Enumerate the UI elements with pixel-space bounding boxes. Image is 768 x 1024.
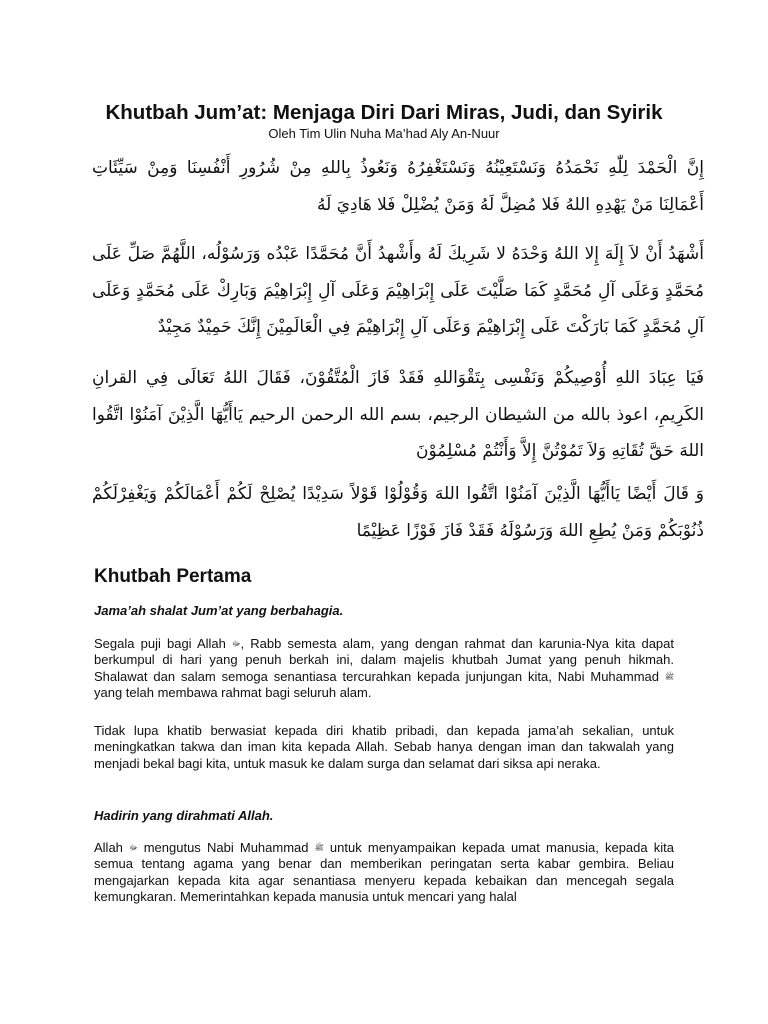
jalla-jalaluhu-icon: ﷻ — [129, 843, 138, 852]
paragraph-1-text-a: Segala puji bagi Allah — [94, 636, 226, 651]
paragraph-1-text-b: , Rabb semesta alam, yang dengan rahmat dan karunia-Nya kita dapat berkumpul di hari yang penuh berkah ini, dalam majelis khutbah Jumat yang penuh hikmah. Shalawat dan salam semoga senantiasa tercurahkan kepada junjungan kita, Nabi Muhammad — [94, 636, 674, 684]
arabic-taqwa-wasiat: فَيَا عِبَادَ اللهِ أُوْصِيكُمْ وَنَفْسِى بِتَقْوَاللهِ فَقَدْ فَازَ الْمُتَّقُوْنَ، فَقَالَ اللهُ تَعَالَى فِي القرانِ الكَرِيمِ، اعوذ بالله من الشيطان الرجيم، بسم الله الرحمن الرحيم يَاأَيُّهَا الَّذِيْنَ آمَنُوْا اتَّقُوا اللهَ حَقَّ تُقَاتِهِ وَلاَ تَمُوْتُنَّ إِلاَّ وَأَنْتُمْ مُسْلِمُوْنَ — [92, 368, 704, 461]
arabic-opening-praise: إِنَّ الْحَمْدَ لِلّٰهِ نَحْمَدُهُ وَنَسْتَعِيْنُهُ وَنَسْتَغْفِرُهُ وَنَعُوذُ بِاللهِ مِنْ شُرُورِ أَنْفُسِنَا وَمِنْ سَيِّئَاتِ أَعْمَالِنَا مَنْ يَهْدِهِ اللهُ فَلا مُضِلَّ لَهُ وَمَنْ يُضْلِلْ فَلا هَادِيَ لَهُ — [92, 158, 704, 215]
arabic-quran-verse: وَ قَالَ أَيْضًا يَاأَيُّهَا الَّذِيْنَ آمَنُوْا اتَّقُوا اللهَ وَقُوْلُوْا قَوْلاً سَدِيْدًا يُصْلِحْ لَكُمْ أَعْمَالَكُمْ وَيَغْفِرْلَكُمْ ذُنُوْبَكُمْ وَمَنْ يُطِعِ اللهَ وَرَسُوْلَهُ فَقَدْ فَازَ فَوْزًا عَظِيْمًا — [92, 484, 704, 541]
arabic-shahada-salawat: أَشْهَدُ أَنْ لاَ إِلَهَ إِلا اللهُ وَحْدَهُ لا شَرِيكَ لَهُ وأَشْهدُ أَنَّ مُحَمَّدًا عَبْدُه وَرَسُوْلُه، اللَّهُمَّ صَلِّ عَلَى مُحَمَّدٍ وَعَلَى آلِ مُحَمَّدٍ كَمَا صَلَّيْتَ عَلَى إِبْرَاهِيْمَ وَعَلَى آلِ إِبْرَاهِيْمَ وَبَارِكْ عَلَى مُحَمَّدٍ وَعَلَى آلِ مُحَمَّدٍ كَمَا بَارَكْتَ عَلَى إِبْرَاهِيْمَ وَعَلَى آلِ إِبْرَاهِيْمَ فِي الْعَالَمِيْنَ إِنَّكَ حَمِيْدٌ مَجِيْدٌ — [92, 244, 704, 337]
document-title: Khutbah Jum’at: Menjaga Diri Dari Miras, Judi, dan Syirik — [105, 101, 663, 124]
paragraph-3-text-a: Allah — [94, 840, 123, 855]
paragraph-3-text-c: untuk menyampaikan kepada umat manusia, kepada kita semua tentang agama yang benar dan memberikan peringatan serta kabar gembira. Beliau mengajarkan kepada kita agar senantiasa menyeru kepada kebaikan dan mencegah segala kemungkaran. Memerintahkan kepada manusia untuk mencari yang halal — [94, 840, 674, 904]
paragraph-2: Tidak lupa khatib berwasiat kepada diri khatib pribadi, dan kepada jama’ah sekalian, untuk meningkatkan takwa dan iman kita kepada Allah. Sebab hanya dengan iman dan takwalah yang menjadi bekal bagi kita, untuk masuk ke dalam surga dan selamat dari siksa api neraka. — [94, 723, 674, 771]
jalla-jalaluhu-icon: ﷻ — [232, 639, 241, 648]
salawat-icon: ﷺ — [314, 843, 324, 852]
paragraph-3-text-b: mengutus Nabi Muhammad — [137, 840, 309, 855]
salawat-icon: ﷺ — [664, 671, 674, 681]
section-heading: Khutbah Pertama — [94, 566, 252, 587]
document-author: Oleh Tim Ulin Nuha Ma’had Aly An-Nuur — [268, 126, 500, 141]
salutation-1: Jama’ah shalat Jum’at yang berbahagia. — [94, 603, 344, 618]
paragraph-3 — [94, 840, 674, 905]
salutation-2: Hadirin yang dirahmati Allah. — [94, 808, 274, 823]
paragraph-1-text-c: yang telah membawa rahmat bagi seluruh alam. — [94, 684, 372, 700]
paragraph-1 — [94, 636, 674, 701]
